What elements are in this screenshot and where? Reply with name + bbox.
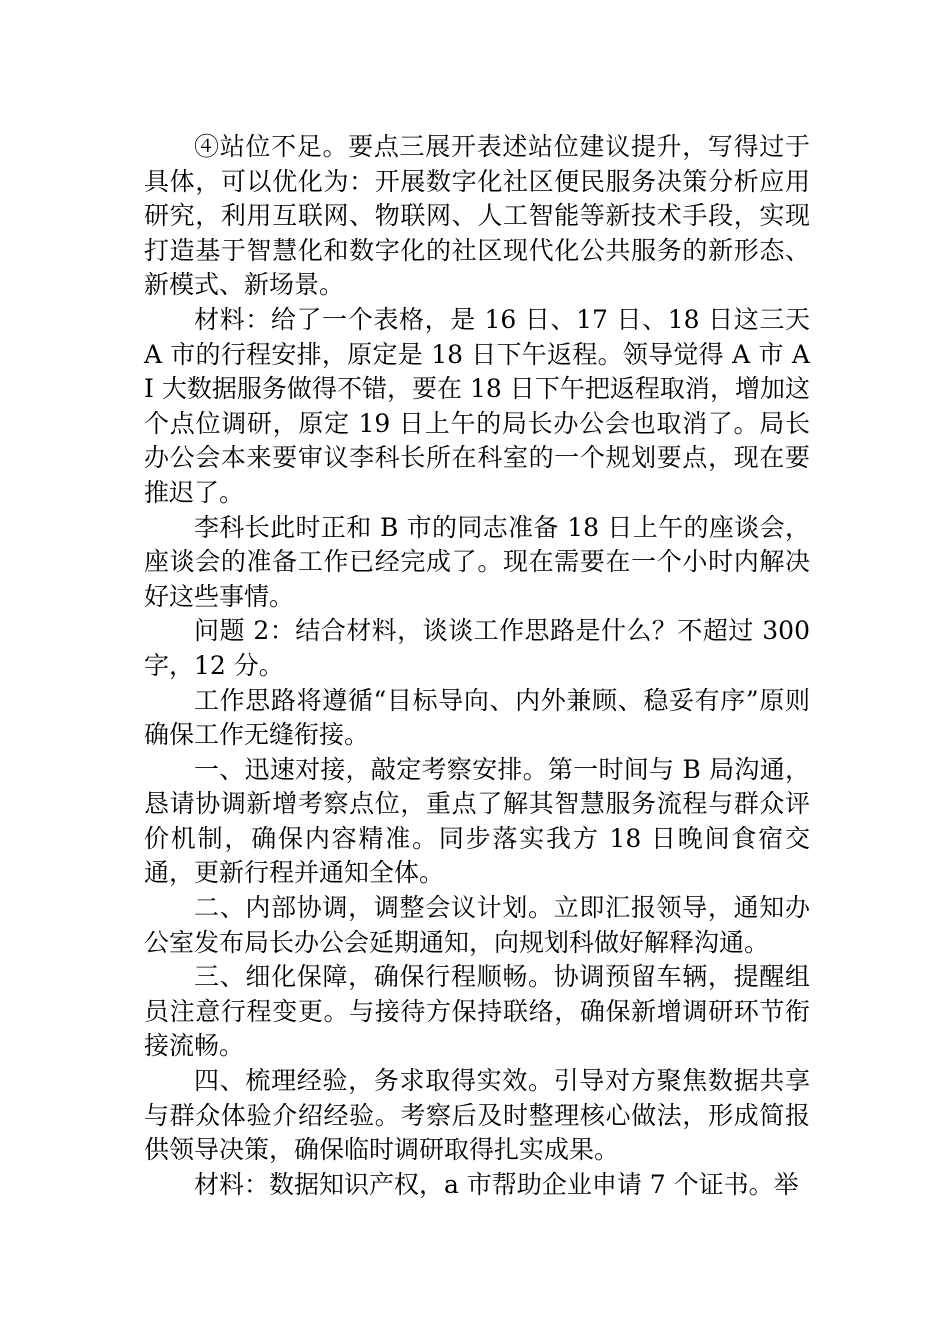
paragraph-point-4: 四、梳理经验，务求取得实效。引导对方聚焦数据共享与群众体验介绍经验。考察后及时整理核心做法，形成简报供领导决策，确保临时调研取得扎实成果。 (144, 1066, 810, 1165)
paragraph-position-issue: ④站位不足。要点三展开表述站位建议提升，写得过于具体，可以优化为：开展数字化社区便民服务决策分析应用研究，利用互联网、物联网、人工智能等新技术手段，实现打造基于智慧化和数字化的社区现代化公共服务的新形态、新模式、新场景。 (144, 132, 810, 300)
paragraph-point-1: 一、迅速对接，敲定考察安排。第一时间与 B 局沟通，恳请协调新增考察点位，重点了解其智慧服务流程与群众评价机制，确保内容精准。同步落实我方 18 日晚间食宿交通，更新行程并通知全体。 (144, 754, 810, 888)
paragraph-point-2: 二、内部协调，调整会议计划。立即汇报领导，通知办公室发布局长办公会延期通知，向规划科做好解释沟通。 (144, 893, 810, 957)
paragraph-section-chief-situation: 李科长此时正和 B 市的同志准备 18 日上午的座谈会，座谈会的准备工作已经完成了。现在需要在一个小时内解决好这些事情。 (144, 512, 810, 611)
paragraph-work-approach: 工作思路将遵循“目标导向、内外兼顾、稳妥有序”原则确保工作无缝衔接。 (144, 685, 810, 750)
paragraph-material-schedule: 材料：给了一个表格，是 16 日、17 日、18 日这三天 A 市的行程安排，原定是 18 日下午返程。领导觉得 A 市 AI 大数据服务做得不错，要在 18 日下午把返程取消，增加这个点位调研，原定 19 日上午的局长办公会也取消了。局长办公会本来要审议李科长所在科室的一个规划要点，现在要推迟了。 (144, 304, 810, 507)
paragraph-point-3: 三、细化保障，确保行程顺畅。协调预留车辆，提醒组员注意行程变更。与接待方保持联络，确保新增调研环节衔接流畅。 (144, 962, 810, 1061)
paragraph-material-ip: 材料：数据知识产权，a 市帮助企业申请 7 个证书。举 (194, 1169, 799, 1199)
document-body (144, 130, 810, 1202)
paragraph-question-2: 问题 2：结合材料，谈谈工作思路是什么？不超过 300 字，12 分。 (144, 616, 810, 680)
